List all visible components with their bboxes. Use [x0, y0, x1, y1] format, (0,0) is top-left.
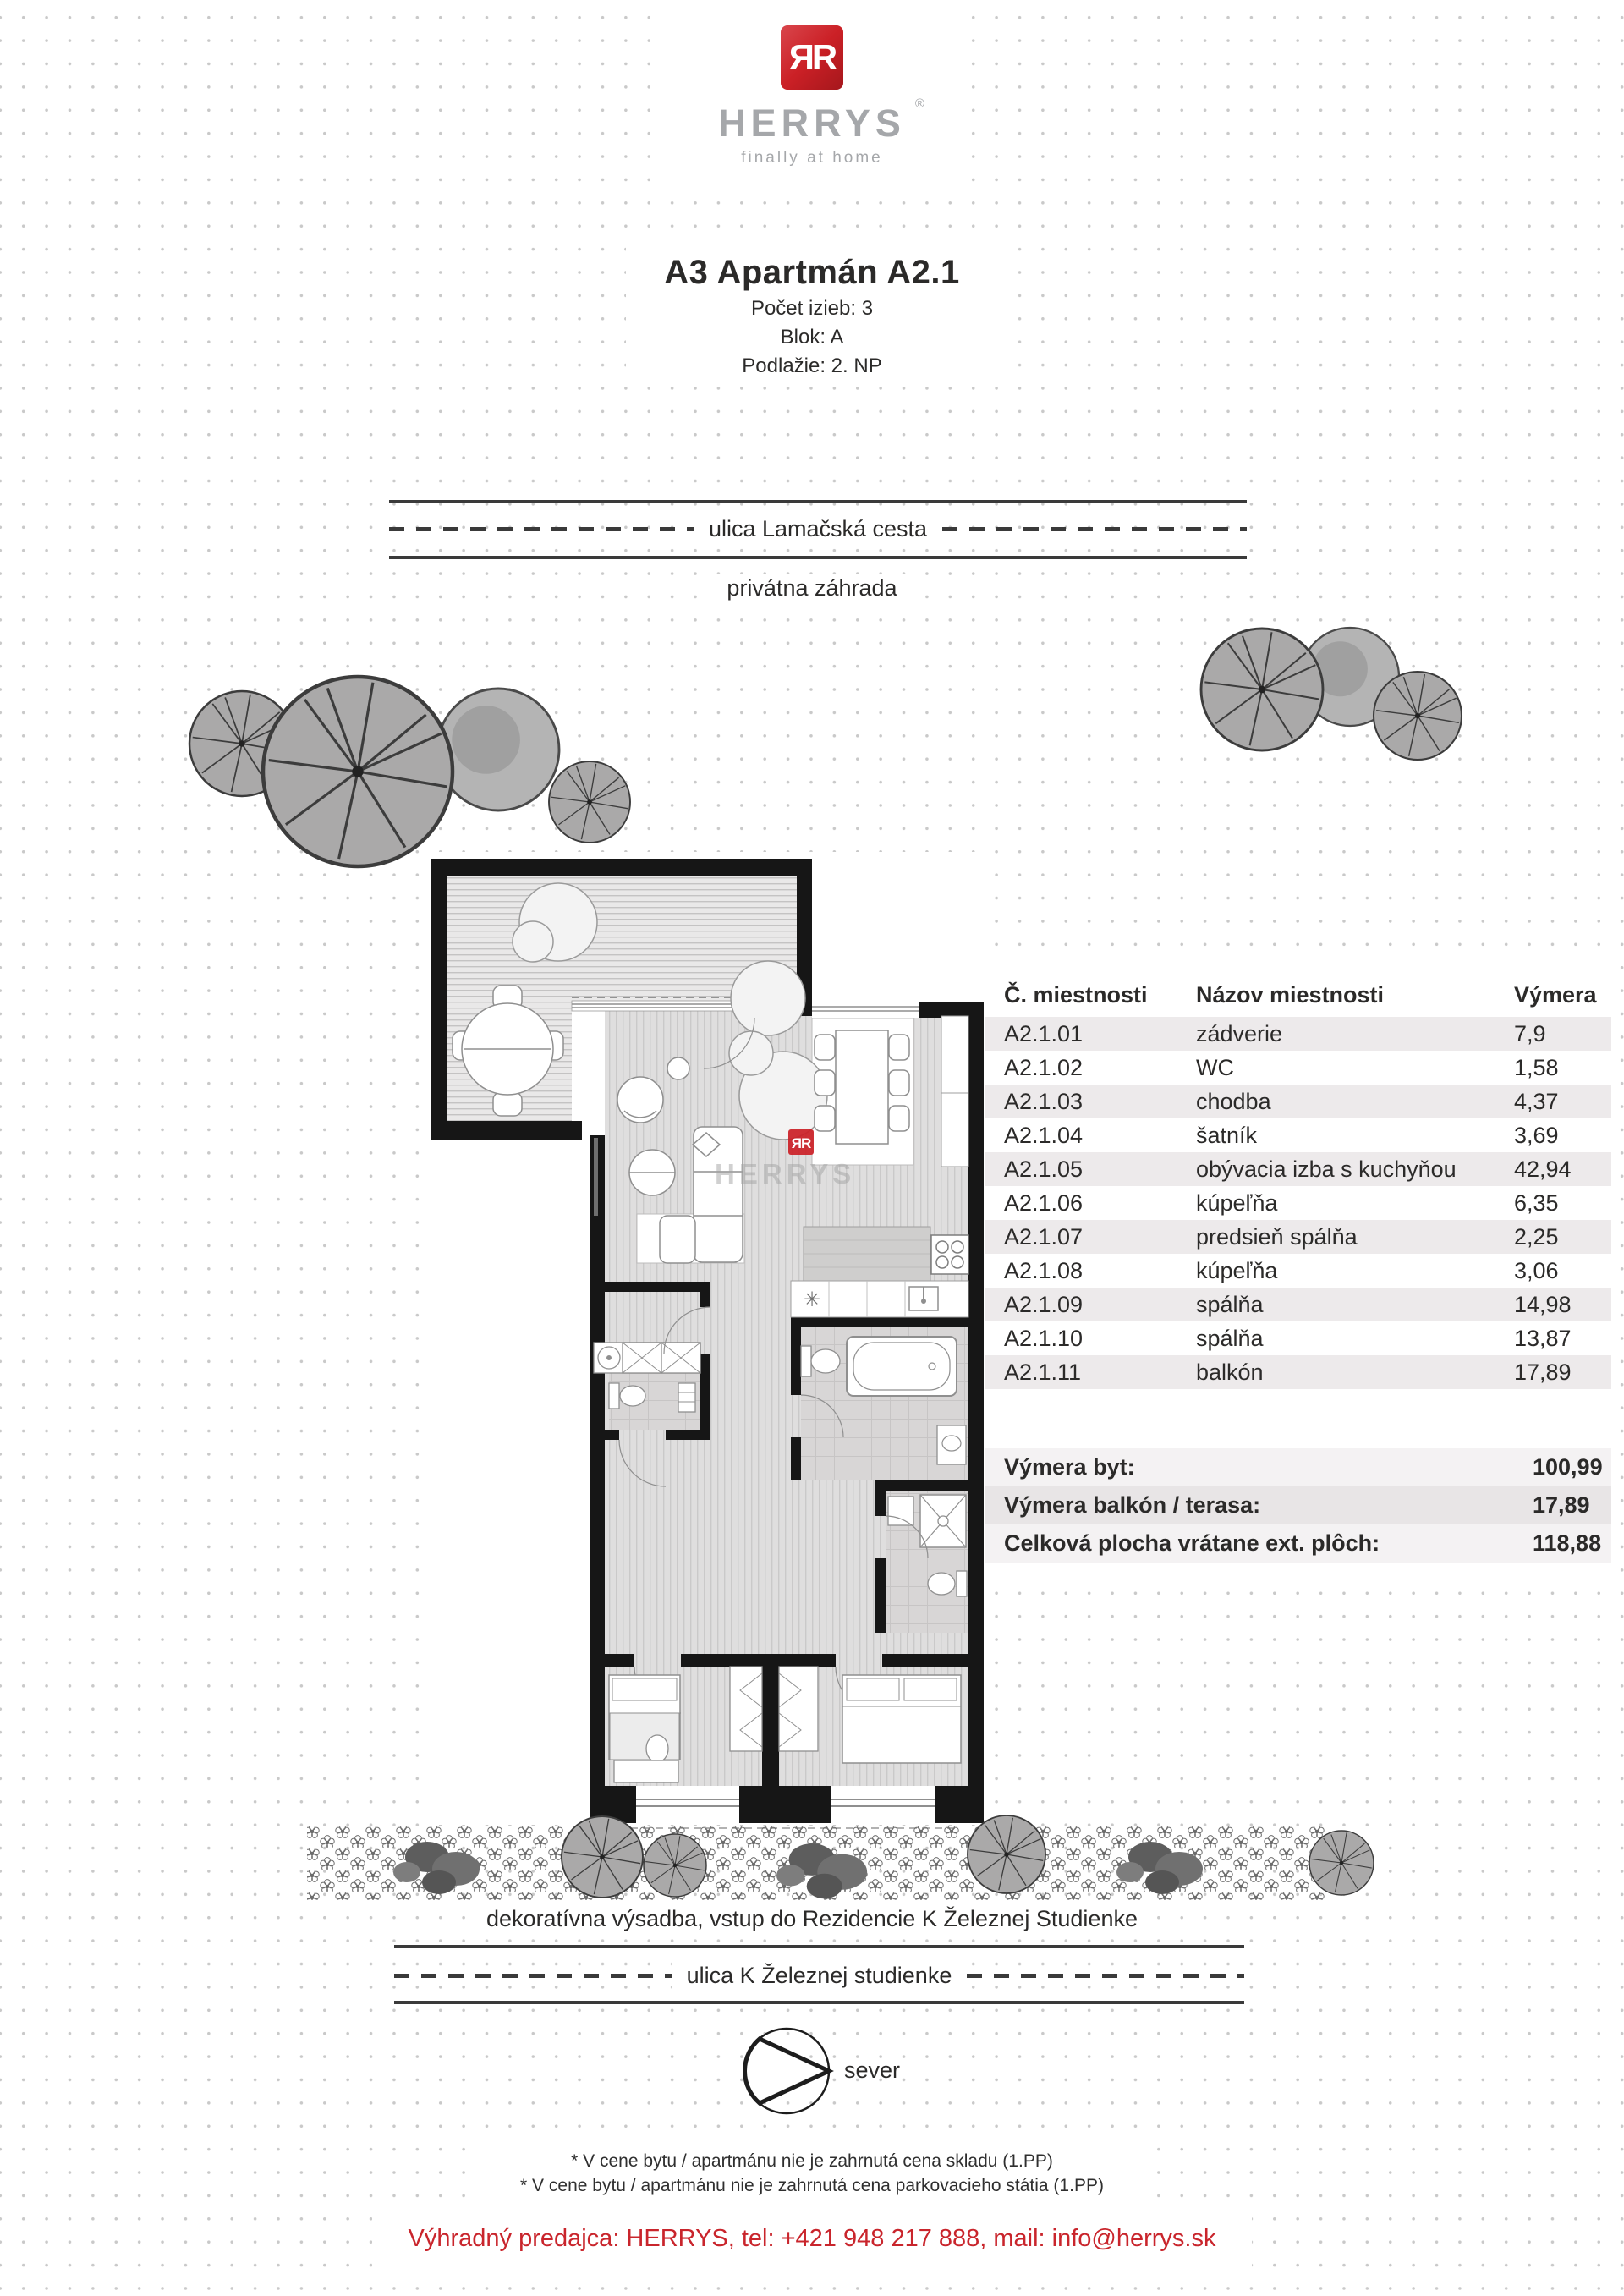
floor-plan	[406, 842, 998, 1844]
footnotes	[389, 2149, 1235, 2198]
room-area: 1,58	[1514, 1054, 1559, 1080]
room-number: A2.1.02	[1004, 1054, 1084, 1080]
summary-label: Výmera byt:	[1004, 1454, 1135, 1480]
street-name-bottom: ulica K Železnej studienke	[672, 1961, 968, 1991]
table-row	[985, 1017, 1611, 1051]
street-line	[389, 500, 1247, 503]
tree-group-left	[189, 677, 630, 866]
title-block	[558, 254, 1066, 378]
watermark-monogram: ЯR	[791, 1135, 811, 1151]
room-name: kúpeľňa	[1196, 1257, 1278, 1283]
room-area: 6,35	[1514, 1189, 1559, 1216]
col-header-number: Č. miestnosti	[1004, 981, 1148, 1008]
tree-group-right	[1201, 628, 1462, 760]
room-area: 3,06	[1514, 1257, 1559, 1283]
col-header-name: Názov miestnosti	[1196, 981, 1385, 1008]
table-row	[985, 1118, 1611, 1152]
brand-name-text: HERRYS	[718, 102, 906, 145]
kitchen-symbol: ✳	[804, 1288, 821, 1311]
page-title: A3 Apartmán A2.1	[664, 254, 960, 291]
table-row	[985, 1355, 1611, 1389]
room-area: 2,25	[1514, 1223, 1559, 1250]
area-summary	[985, 1448, 1611, 1563]
room-area: 4,37	[1514, 1088, 1559, 1114]
table-row	[985, 1186, 1611, 1220]
dash-segment	[389, 527, 694, 531]
summary-row	[985, 1448, 1611, 1486]
room-area: 3,69	[1514, 1122, 1559, 1148]
brand-logo	[643, 25, 981, 168]
room-number: A2.1.03	[1004, 1088, 1084, 1114]
garden-caption	[0, 575, 1624, 601]
street-line	[389, 556, 1247, 559]
room-name: obývacia izba s kuchyňou	[1196, 1156, 1457, 1182]
table-row	[985, 1254, 1611, 1288]
table-row	[985, 1051, 1611, 1085]
table-row	[985, 1085, 1611, 1118]
room-number: A2.1.04	[1004, 1122, 1084, 1148]
street-centerline	[389, 512, 1247, 546]
room-area: 7,9	[1514, 1020, 1546, 1046]
room-name: balkón	[1196, 1359, 1264, 1385]
room-number: A2.1.08	[1004, 1257, 1084, 1283]
room-number: A2.1.09	[1004, 1291, 1084, 1317]
room-name: šatník	[1196, 1122, 1258, 1148]
room-area: 17,89	[1514, 1359, 1572, 1385]
room-area: 14,98	[1514, 1291, 1572, 1317]
room-name: predsieň spálňa	[1196, 1223, 1358, 1250]
table-row	[985, 1321, 1611, 1355]
room-number: A2.1.10	[1004, 1325, 1084, 1351]
street-centerline	[394, 1958, 1244, 1992]
table-row	[985, 1288, 1611, 1321]
summary-value: 17,89	[1533, 1492, 1590, 1518]
brand-name	[718, 96, 924, 146]
street-line	[394, 2001, 1244, 2004]
block-label: Blok: A	[780, 326, 844, 349]
summary-label: Výmera balkón / terasa:	[1004, 1492, 1261, 1518]
compass-icon	[744, 2029, 829, 2113]
planting-caption	[0, 1906, 1624, 1932]
garden-caption-text: privátna záhrada	[715, 574, 908, 602]
table-rows	[985, 1017, 1611, 1389]
summary-value: 100,99	[1533, 1454, 1603, 1480]
dining-set	[815, 1030, 909, 1144]
room-name: kúpeľňa	[1196, 1189, 1278, 1216]
dash-segment	[394, 1974, 672, 1978]
room-name: spálňa	[1196, 1325, 1264, 1351]
summary-label: Celková plocha vrátane ext. plôch:	[1004, 1530, 1380, 1556]
room-name: chodba	[1196, 1088, 1271, 1114]
table-row	[985, 1220, 1611, 1254]
summary-row	[985, 1486, 1611, 1524]
brand-tagline: finally at home	[741, 149, 883, 167]
watermark-brand: HERRYS	[715, 1158, 856, 1189]
room-area: 13,87	[1514, 1325, 1572, 1351]
rooms-count: Počet izieb: 3	[750, 297, 874, 320]
dash-segment	[942, 527, 1247, 531]
table-row	[985, 1152, 1611, 1186]
street-name-top: ulica Lamačská cesta	[694, 514, 942, 544]
room-table	[985, 973, 1611, 1389]
room-name: zádverie	[1196, 1020, 1283, 1046]
room-number: A2.1.01	[1004, 1020, 1084, 1046]
planting-caption-text: dekoratívna výsadba, vstup do Rezidencie K Železnej Studienke	[475, 1904, 1149, 1933]
footer-contact: Výhradný predajca: HERRYS, tel: +421 948 217 888, mail: info@herrys.sk	[408, 2225, 1216, 2252]
summary-row	[985, 1524, 1611, 1563]
table-header	[985, 973, 1611, 1017]
col-header-area: Výmera	[1514, 981, 1597, 1008]
room-name: spálňa	[1196, 1291, 1264, 1317]
room-number: A2.1.06	[1004, 1189, 1084, 1216]
room-area: 42,94	[1514, 1156, 1572, 1182]
footnote-1: * V cene bytu / apartmánu nie je zahrnutá cena skladu (1.PP)	[571, 2151, 1053, 2171]
registered-mark: ®	[914, 96, 924, 111]
dash-segment	[967, 1974, 1244, 1978]
floor-label: Podlažie: 2. NP	[742, 354, 882, 377]
footnote-2: * V cene bytu / apartmánu nie je zahrnutá cena parkovacieho státia (1.PP)	[520, 2176, 1104, 2195]
street-band-bottom	[394, 1945, 1244, 2013]
summary-value: 118,88	[1533, 1530, 1602, 1556]
street-line	[394, 1945, 1244, 1948]
room-number: A2.1.07	[1004, 1223, 1084, 1250]
room-name: WC	[1196, 1054, 1234, 1080]
brand-monogram-icon: ЯR	[781, 25, 843, 90]
room-number: A2.1.05	[1004, 1156, 1084, 1182]
compass-label: sever	[844, 2057, 901, 2083]
room-number: A2.1.11	[1004, 1359, 1082, 1385]
